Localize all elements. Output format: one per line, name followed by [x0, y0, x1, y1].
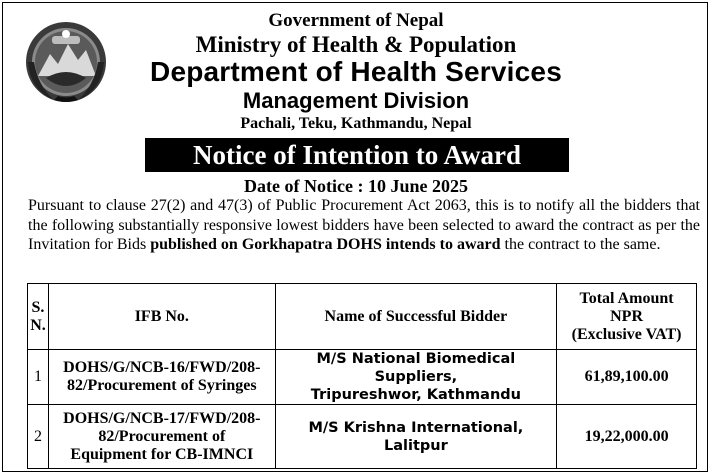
ifb-line: DOHS/G/NCB-16/FWD/208-: [63, 359, 261, 376]
sn-header-line1: S.: [31, 298, 45, 316]
column-header-bidder: Name of Successful Bidder: [275, 284, 556, 350]
row-ifb: [48, 405, 275, 469]
sn-header-line2: N.: [30, 316, 46, 334]
column-header-ifb: IFB No.: [48, 284, 275, 350]
bidder-line: Lalitpur: [384, 437, 448, 454]
bidder-line: Tripureshwor, Kathmandu: [310, 387, 521, 403]
notice-body: [28, 196, 700, 255]
table-row: [28, 405, 697, 469]
row-ifb: [48, 350, 275, 405]
row-sn: 2: [28, 405, 49, 469]
bidder-line: M/S National Biomedical Suppliers,: [316, 351, 516, 385]
table-row: [28, 350, 697, 405]
ifb-line: Equipment for CB-IMNCI: [70, 445, 254, 463]
notice-date: Date of Notice : 10 June 2025: [244, 176, 468, 196]
division-heading: Management Division: [242, 88, 470, 113]
address-line: Pachali, Teku, Kathmandu, Nepal: [240, 115, 472, 132]
row-amount: 61,89,100.00: [557, 350, 697, 405]
ifb-line: 82/Procurement of Syringes: [67, 377, 257, 394]
ministry-heading: Ministry of Health & Population: [195, 32, 517, 57]
row-bidder: [275, 405, 556, 469]
award-table: [27, 283, 697, 469]
bidder-line: M/S Krishna International,: [308, 419, 524, 436]
notice-body-suffix: the contract to the same.: [500, 236, 661, 254]
government-heading: Government of Nepal: [268, 10, 444, 31]
column-header-amount: [557, 284, 697, 350]
amount-header-line3: (Exclusive VAT): [571, 325, 682, 343]
notice-body-bold: published on Gorkhapatra DOHS intends to award: [150, 236, 501, 254]
amount-header-line2: NPR: [610, 307, 643, 325]
ifb-line: 82/Procurement of: [98, 427, 226, 445]
notice-title: Notice of Intention to Award: [145, 138, 569, 172]
row-bidder: [275, 350, 556, 405]
department-heading: Department of Health Services: [150, 56, 562, 87]
ifb-line: DOHS/G/NCB-17/FWD/208-: [63, 409, 261, 427]
column-header-sn: [28, 284, 49, 350]
amount-header-line1: Total Amount: [579, 289, 674, 307]
notice-body-prefix: Pursuant to clause 27(2) and 47(3) of Public Procurement Act 2063, this is to notify all the bidders that the following substantially responsive lowest bidders have been selected to award the contract as per the Invitation for Bids: [28, 197, 700, 254]
table-header-row: [28, 284, 697, 350]
row-sn: 1: [28, 350, 49, 405]
row-amount: 19,22,000.00: [557, 405, 697, 469]
